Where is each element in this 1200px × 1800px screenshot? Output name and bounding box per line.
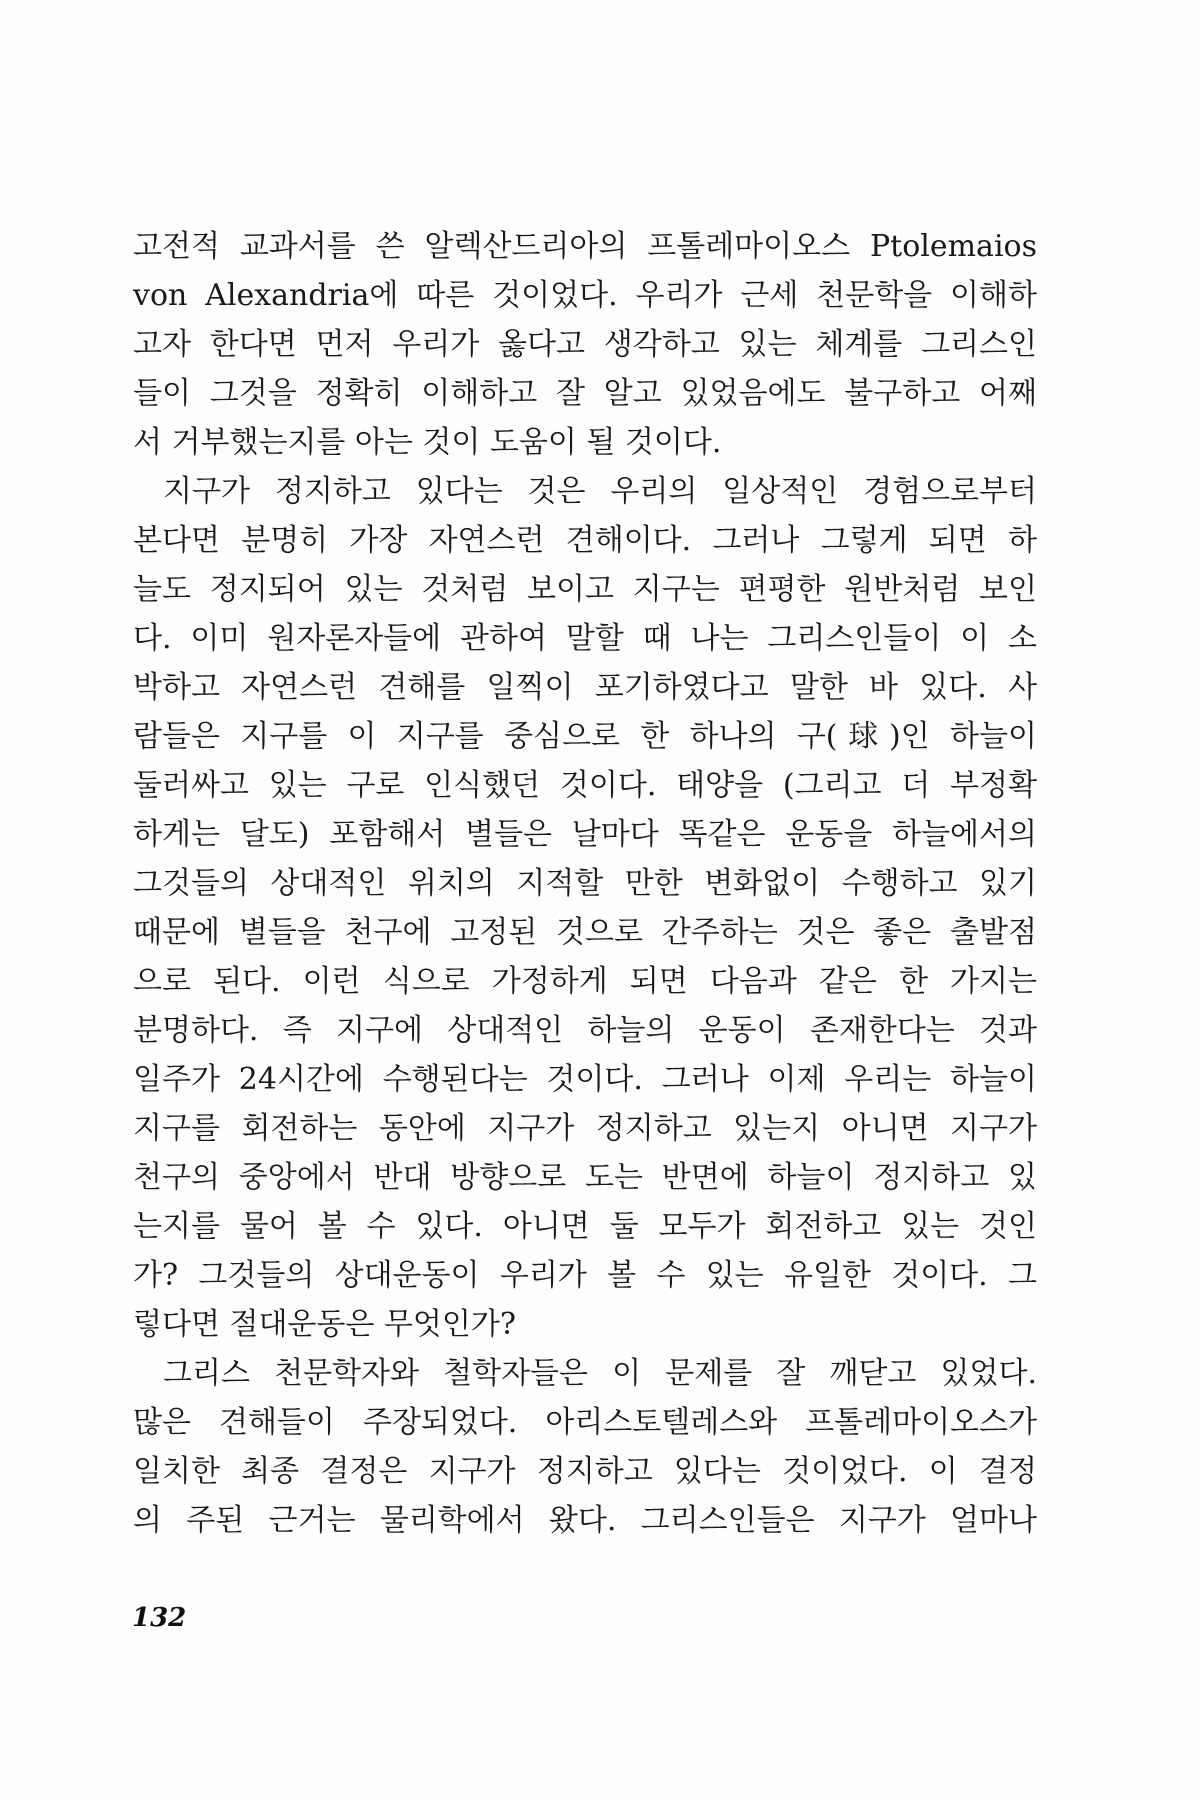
text-line: 많은 견해들이 주장되었다. 아리스토텔레스와 프톨레마이오스가 — [133, 1405, 1037, 1440]
text-line: 일주가 24시간에 수행된다는 것이다. 그러나 이제 우리는 하늘이 — [133, 1062, 1037, 1097]
text-line: 으로 된다. 이런 식으로 가정하게 되면 다음과 같은 한 가지는 — [133, 964, 1037, 999]
text-line: 분명하다. 즉 지구에 상대적인 하늘의 운동이 존재한다는 것과 — [133, 1013, 1037, 1048]
text-line: 하게는 달도) 포함해서 별들은 날마다 똑같은 운동을 하늘에서의 — [133, 817, 1037, 852]
body-text — [133, 222, 1037, 1545]
text-line: 지구를 회전하는 동안에 지구가 정지하고 있는지 아니면 지구가 — [133, 1111, 1037, 1146]
text-line: 가? 그것들의 상대운동이 우리가 볼 수 있는 유일한 것이다. 그 — [133, 1258, 1037, 1293]
text-line: 지구가 정지하고 있다는 것은 우리의 일상적인 경험으로부터 — [163, 474, 1037, 509]
page-number: 132 — [132, 1603, 187, 1633]
text-line: 의 주된 근거는 물리학에서 왔다. 그리스인들은 지구가 얼마나 — [133, 1503, 1037, 1538]
text-line: 고전적 교과서를 쓴 알렉산드리아의 프톨레마이오스 Ptolemaios — [133, 229, 1037, 264]
text-line: 늘도 정지되어 있는 것처럼 보이고 지구는 편평한 원반처럼 보인 — [133, 572, 1037, 607]
text-line: 박하고 자연스런 견해를 일찍이 포기하였다고 말한 바 있다. 사 — [133, 670, 1037, 705]
text-line: 일치한 최종 결정은 지구가 정지하고 있다는 것이었다. 이 결정 — [133, 1454, 1037, 1489]
text-line: 본다면 분명히 가장 자연스런 견해이다. 그러나 그렇게 되면 하 — [133, 523, 1037, 558]
text-line: 둘러싸고 있는 구로 인식했던 것이다. 태양을 (그리고 더 부정확 — [133, 768, 1037, 803]
text-line: 다. 이미 원자론자들에 관하여 말할 때 나는 그리스인들이 이 소 — [133, 621, 1037, 656]
text-line: 들이 그것을 정확히 이해하고 잘 알고 있었음에도 불구하고 어째 — [133, 376, 1037, 411]
text-line: 천구의 중앙에서 반대 방향으로 도는 반면에 하늘이 정지하고 있 — [133, 1160, 1037, 1195]
text-line: 고자 한다면 먼저 우리가 옳다고 생각하고 있는 체계를 그리스인 — [133, 327, 1037, 362]
text-line: 때문에 별들을 천구에 고정된 것으로 간주하는 것은 좋은 출발점 — [133, 915, 1037, 950]
text-line: 그것들의 상대적인 위치의 지적할 만한 변화없이 수행하고 있기 — [133, 866, 1037, 901]
text-line: 그리스 천문학자와 철학자들은 이 문제를 잘 깨닫고 있었다. — [163, 1356, 1037, 1391]
text-line: von Alexandria에 따른 것이었다. 우리가 근세 천문학을 이해하 — [133, 278, 1037, 313]
text-line: 서 거부했는지를 아는 것이 도움이 될 것이다. — [133, 425, 722, 460]
text-line: 는지를 물어 볼 수 있다. 아니면 둘 모두가 회전하고 있는 것인 — [133, 1209, 1037, 1244]
text-line: 람들은 지구를 이 지구를 중심으로 한 하나의 구(球)인 하늘이 — [133, 719, 1037, 754]
text-line: 렇다면 절대운동은 무엇인가? — [133, 1307, 516, 1342]
